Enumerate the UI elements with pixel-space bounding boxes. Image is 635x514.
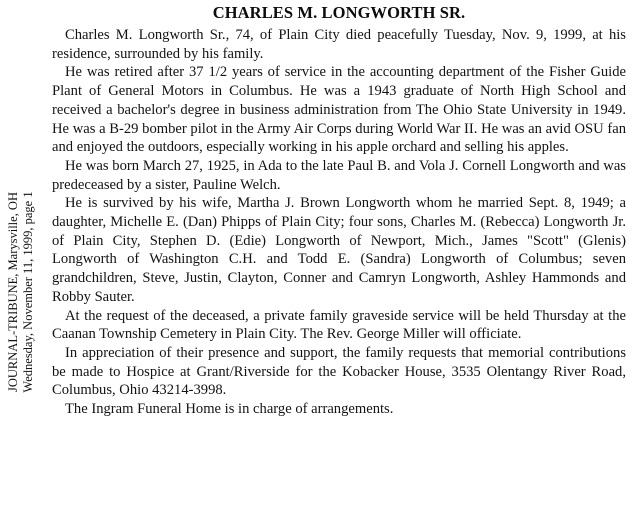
paragraph-survivors: He is survived by his wife, Martha J. Brown Longworth whom he married Sept. 8, 1949; a daughter, Michelle E. (Dan) Phipps of Plain City; four sons, Charles M. (Rebecca) Longworth Jr. of Plain City, Stephen D. (Edie) Longworth of Newport, Mich., James "Scott" (Glenis) Longworth of Washington C.H. and Todd E. (Sandra) Longworth of Columbus; seven grandchildren, Steve, Justin, Clayton, Conner and Camryn Longworth, Ashley Hammonds and Robby Sauter. [52, 195, 626, 305]
paragraph-birth: He was born March 27, 1925, in Ada to the late Paul B. and Vola J. Cornell Longworth and was predeceased by a sister, Pauline Welch. [52, 157, 626, 193]
paragraph-service: At the request of the deceased, a private family graveside service will be held Thursday at the Caanan Township Cemetery in Plain City. The Rev. George Miller will officiate. [52, 307, 626, 343]
date-page-line: Wednesday, November 11, 1999, page 1 [21, 191, 35, 393]
obituary-headline: CHARLES M. LONGWORTH SR. [212, 3, 466, 22]
paragraph-arrangements: The Ingram Funeral Home is in charge of arrangements. [65, 401, 394, 418]
source-citation [0, 0, 42, 514]
paragraph-career: He was retired after 37 1/2 years of service in the accounting department of the Fisher Guide Plant of General Motors in Columbus. He was a 1943 graduate of North High School and received a bachelor's degree in business administration from The Ohio State University in 1949. He was a B-29 bomber pilot in the Army Air Corps during World War II. He was an avid OSU fan and enjoyed the outdoors, especially working in his apple orchard and selling his apples. [52, 64, 626, 156]
paragraph-memorials: In appreciation of their presence and support, the family requests that memorial contributions be made to Hospice at Grant/Riverside for the Kobacker House, 3535 Olentangy River Road, Columbus, Ohio 43214-3998. [52, 344, 626, 399]
paragraph-death-notice: Charles M. Longworth Sr., 74, of Plain City died peacefully Tuesday, Nov. 9, 1999, at his residence, surrounded by his family. [52, 27, 626, 62]
publication-line: JOURNAL-TRIBUNE, Marysville, OH [6, 192, 20, 392]
obituary-article [52, 2, 626, 419]
source-citation-text [6, 191, 36, 392]
